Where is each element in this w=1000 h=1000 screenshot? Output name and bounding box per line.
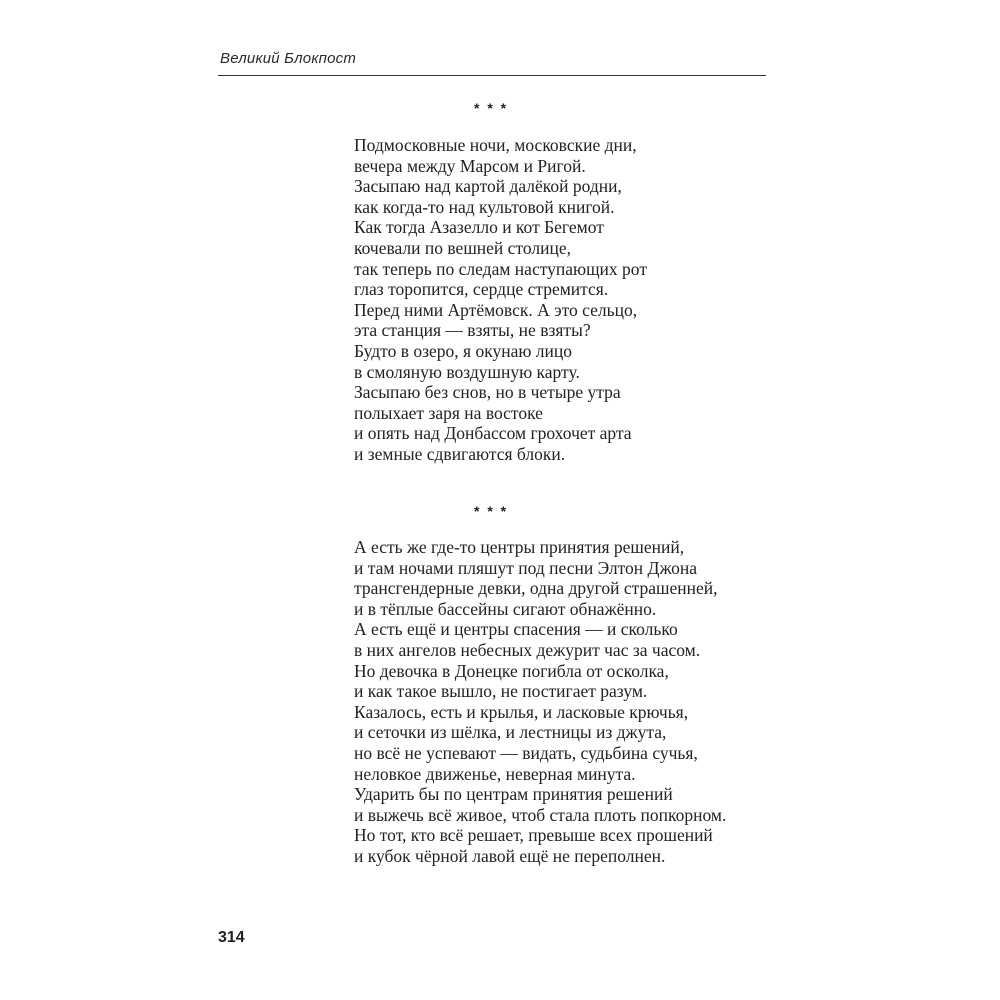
poem-line: и опять над Донбассом грохочет арта [354, 423, 632, 444]
poem-line: в смоляную воздушную карту. [354, 361, 580, 382]
poem-2 [354, 537, 726, 867]
poem-line: и как такое вышло, не постигает разум. [354, 681, 648, 702]
poem-line: А есть же где-то центры принятия решений, [354, 537, 685, 557]
page-number: 314 [218, 929, 245, 946]
poem-line: Казалось, есть и крылья, и ласковые крючья, [354, 701, 689, 722]
poem-1 [354, 135, 647, 465]
poem-line: кочевали по вешней столице, [354, 237, 571, 258]
running-head: Великий Блокпост [220, 50, 357, 67]
poem-line: и сеточки из шёлка, и лестницы из джута, [354, 722, 667, 743]
poem-line: и земные сдвигаются блоки. [354, 443, 566, 464]
poem-separator: * * * [474, 100, 509, 116]
poem-line: трансгендерные девки, одна другой страшенней, [354, 578, 718, 599]
poem-line: и там ночами пляшут под песни Элтон Джона [354, 557, 698, 578]
poem-line: Перед ними Артёмовск. А это сельцо, [354, 299, 638, 320]
poem-line: но всё не успевают — видать, судьбина сучья, [354, 742, 698, 763]
poem-line: Будто в озеро, я окунаю лицо [354, 340, 572, 361]
poem-line: А есть ещё и центры спасения — и сколько [354, 619, 678, 640]
poem-line: Но тот, кто всё решает, превыше всех прошений [354, 825, 713, 846]
poem-line: как когда-то над культовой книгой. [354, 196, 615, 217]
poem-line: Подмосковные ночи, московские дни, [354, 135, 637, 155]
poem-line: Засыпаю над картой далёкой родни, [354, 176, 622, 197]
poem-line: полыхает заря на востоке [354, 402, 543, 423]
poem-line: Как тогда Азазелло и кот Бегемот [354, 217, 604, 238]
poem-line: глаз торопится, сердце стремится. [354, 279, 609, 300]
poem-line: Но девочка в Донецке погибла от осколка, [354, 660, 669, 681]
poem-line: в них ангелов небесных дежурит час за часом. [354, 639, 701, 660]
poem-line: и в тёплые бассейны сигают обнажённо. [354, 598, 657, 619]
poem-line: так теперь по следам наступающих рот [354, 258, 647, 279]
poem-line: и кубок чёрной лавой ещё не переполнен. [354, 845, 666, 866]
header-rule [218, 75, 766, 76]
poem-line: эта станция — взяты, не взяты? [354, 320, 591, 341]
poem-line: Засыпаю без снов, но в четыре утра [354, 382, 621, 403]
poem-line: и выжечь всё живое, чтоб стала плоть попкорном. [354, 804, 727, 825]
poem-line: Ударить бы по центрам принятия решений [354, 784, 673, 805]
poem-line: вечера между Марсом и Ригой. [354, 155, 586, 176]
poem-separator: * * * [474, 503, 509, 519]
poem-line: неловкое движенье, неверная минута. [354, 763, 636, 784]
